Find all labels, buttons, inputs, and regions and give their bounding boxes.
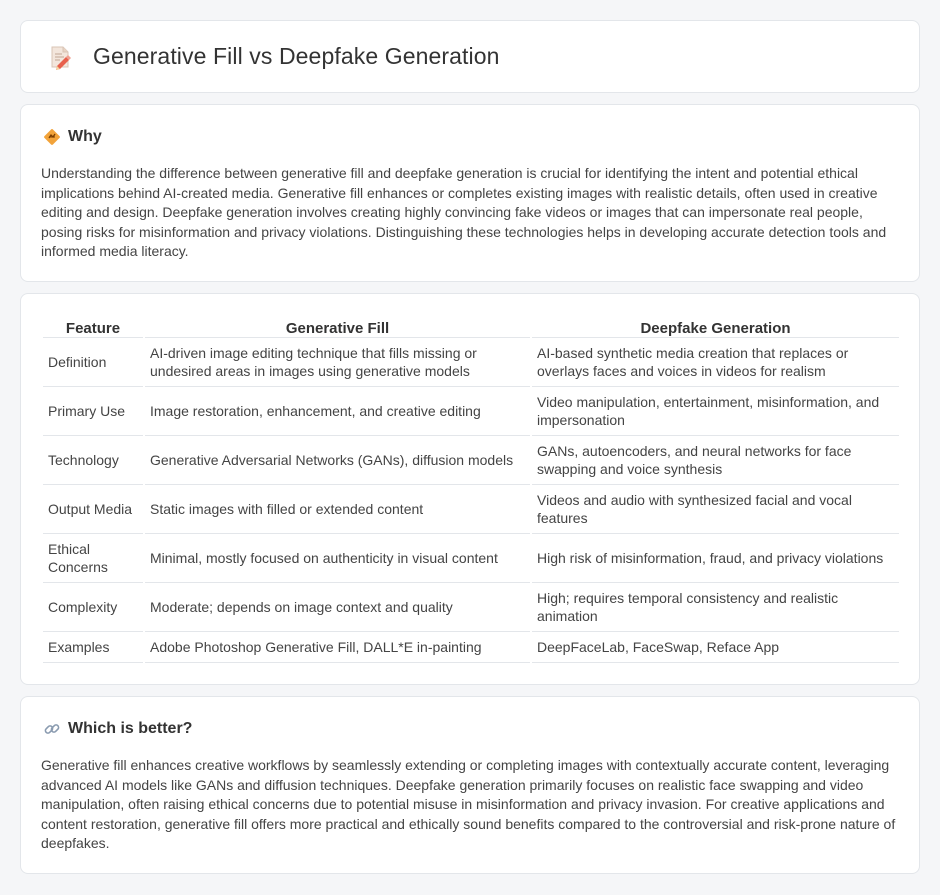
deepfake-cell: Video manipulation, entertainment, misinformation, and impersonation <box>531 386 899 435</box>
generative-fill-cell: Moderate; depends on image context and quality <box>144 582 531 631</box>
link-icon <box>43 720 61 738</box>
generative-fill-cell: Image restoration, enhancement, and creative editing <box>144 386 531 435</box>
table-row <box>43 582 899 631</box>
table-row <box>43 533 899 582</box>
table-row <box>43 435 899 484</box>
table-row <box>43 484 899 533</box>
table-row <box>43 386 899 435</box>
header-feature: Feature <box>43 316 144 337</box>
deepfake-cell: High; requires temporal consistency and realistic animation <box>531 582 899 631</box>
feature-cell: Definition <box>43 337 144 386</box>
which-is-better-section <box>20 696 920 874</box>
deepfake-cell: DeepFaceLab, FaceSwap, Reface App <box>531 631 899 662</box>
feature-cell: Output Media <box>43 484 144 533</box>
generative-fill-cell: Static images with filled or extended content <box>144 484 531 533</box>
diamond-sign-icon <box>43 128 61 146</box>
table-row <box>43 631 899 662</box>
deepfake-cell: Videos and audio with synthesized facial and vocal features <box>531 484 899 533</box>
header-deepfake-generation: Deepfake Generation <box>531 316 899 337</box>
feature-cell: Primary Use <box>43 386 144 435</box>
why-section <box>20 104 920 282</box>
better-title: Which is better? <box>68 720 193 737</box>
why-title: Why <box>68 128 102 145</box>
why-text: Understanding the difference between generative fill and deepfake generation is crucial for identifying the intent and potential ethical implications behind AI-created media. Generative fill enhances or completes existing images with realistic details, often used in creative editing and design. Deepfake generation involves creating highly convincing fake videos or images that can impersonate real people, posing risks for misinformation and privacy violations. Distinguishing these technologies helps in developing accurate detection tools and informed media literacy. <box>41 165 887 260</box>
feature-cell: Technology <box>43 435 144 484</box>
table-header-row <box>43 316 899 337</box>
comparison-table <box>43 316 899 663</box>
page-title: Generative Fill vs Deepfake Generation <box>93 43 500 69</box>
table-row <box>43 337 899 386</box>
generative-fill-cell: Adobe Photoshop Generative Fill, DALL*E in-painting <box>144 631 531 662</box>
header-card <box>20 20 920 93</box>
comparison-table-card <box>20 293 920 685</box>
feature-cell: Ethical Concerns <box>43 533 144 582</box>
document-pencil-icon <box>47 44 73 70</box>
deepfake-cell: High risk of misinformation, fraud, and privacy violations <box>531 533 899 582</box>
deepfake-cell: AI-based synthetic media creation that replaces or overlays faces and voices in videos for realism <box>531 337 899 386</box>
header-generative-fill: Generative Fill <box>144 316 531 337</box>
deepfake-cell: GANs, autoencoders, and neural networks for face swapping and voice synthesis <box>531 435 899 484</box>
better-text: Generative fill enhances creative workflows by seamlessly extending or completing images with contextually accurate content, leveraging advanced AI models like GANs and diffusion techniques. Deepfake generation primarily focuses on realistic face swapping and video manipulation, often raising ethical concerns due to potential misuse in misinformation and privacy invasion. For creative applications and content restoration, generative fill offers more practical and ethically sound benefits compared to the controversial and risk-prone nature of deepfakes. <box>41 757 896 852</box>
generative-fill-cell: Minimal, mostly focused on authenticity in visual content <box>144 533 531 582</box>
generative-fill-cell: AI-driven image editing technique that fills missing or undesired areas in images using generative models <box>144 337 531 386</box>
generative-fill-cell: Generative Adversarial Networks (GANs), diffusion models <box>144 435 531 484</box>
feature-cell: Examples <box>43 631 144 662</box>
feature-cell: Complexity <box>43 582 144 631</box>
